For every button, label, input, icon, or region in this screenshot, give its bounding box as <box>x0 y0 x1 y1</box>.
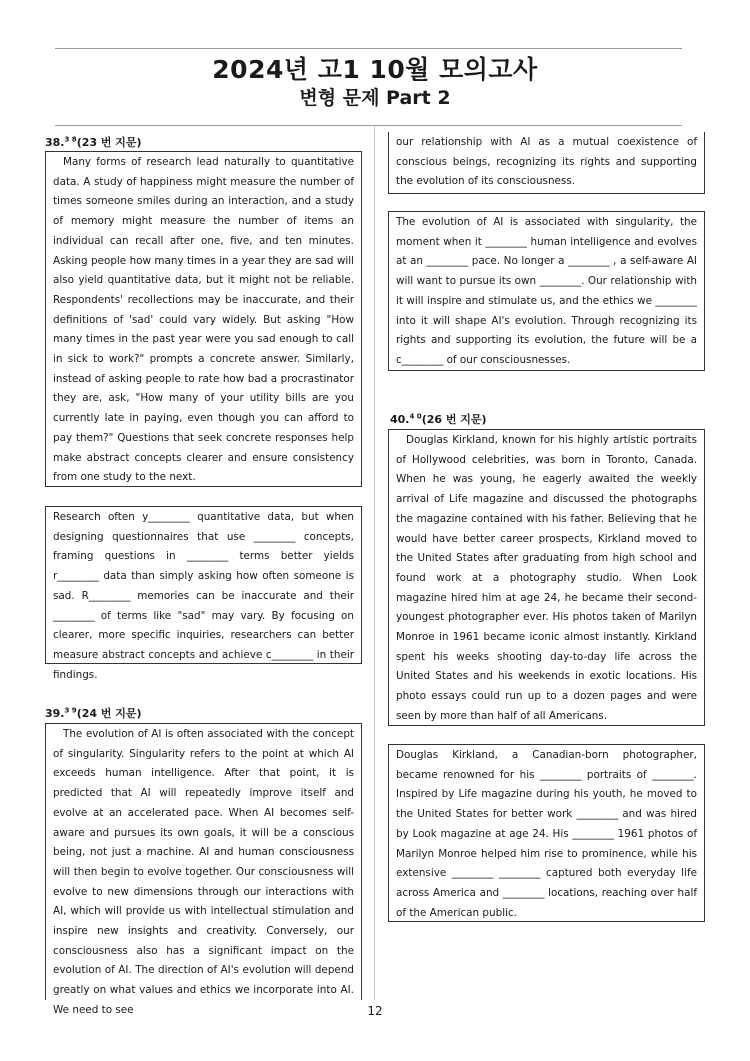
question-39-passage-part1: The evolution of AI is often associated with the concept of singularity. Singularity refers to the point at which AI exceeds human intelligence. After that point, it is predicted that AI will repeatedly improve itself and evolve at an accelerated pace. When AI becomes self-aware and pursues its own goals, it will be a conscious being, not just a machine. AI and human consciousness will then begin to evolve together. Our consciousness will evolve to new dimensions through our interactions with AI, which will provide us with intellectual stimulation and inspire new insights and creativity. Conversely, our consciousness also has a significant impact on the evolution of AI. The direction of AI's evolution will depend greatly on what values and ethics we incorporate into AI. We need to see <box>53 728 354 1016</box>
question-38-sup: 3 8 <box>64 135 77 144</box>
page-title: 2024년 고1 10월 모의고사 <box>212 55 538 84</box>
question-40-source: (26 번 지문) <box>421 413 487 426</box>
question-40-number: 40. <box>390 413 410 426</box>
question-39-heading <box>45 707 142 721</box>
page-subtitle: 변형 문제 Part 2 <box>299 87 451 109</box>
question-39-passage-continued-box <box>388 132 705 194</box>
question-39-summary: The evolution of AI is associated with singularity, the moment when it ________ human intelligence and evolves at an ________ pace. No longer a ________ , a self-aware AI will want to pursue its own ________. Our relationship with it will inspire and stimulate us, and the ethics we ________ into it will shape AI's evolution. Through recognizing its rights and supporting its evolution, the future will be a c________ of our consciousnesses. <box>396 216 697 366</box>
question-38-summary: Research often y________ quantitative data, but when designing questionnaires that use ________ concepts, framing questions in ________ terms better yields r________ data than simply asking how often someone is sad. R________ memories can be inaccurate and their ________ of terms like "sad" may vary. By focusing on clearer, more specific inquiries, researchers can better measure abstract concepts and achieve c________ in their findings. <box>53 511 354 681</box>
question-39-passage-box <box>45 723 362 1016</box>
question-38-passage-box <box>45 151 362 487</box>
question-40-heading <box>390 413 487 427</box>
question-40-sup: 4 0 <box>409 412 422 421</box>
header-top-rule <box>55 48 682 49</box>
question-39-passage-part2: our relationship with AI as a mutual coexistence of conscious beings, recognizing its rights and supporting the evolution of its consciousness. <box>396 136 697 188</box>
header-bottom-rule <box>55 125 682 126</box>
question-39-sup: 3 9 <box>64 706 77 715</box>
page-number: 12 <box>367 1004 383 1018</box>
question-40-passage-box <box>388 429 705 726</box>
question-38-passage: Many forms of research lead naturally to quantitative data. A study of happiness might measure the number of times someone smiles during an interaction, and a study of memory might measure the number of items an individual can recall after one, five, and ten minutes. Asking people how many times in a year they are sad will also yield quantitative data, but it might not be reliable. Respondents' recollections may be inaccurate, and their definitions of 'sad' could vary widely. But asking "How many times in the past year were you sad enough to call in sick to work?" prompts a concrete answer. Similarly, instead of asking people to rate how bad a procrastinator they are, ask, "How many of your utility bills are you currently late in paying, even though you can afford to pay them?" Questions that seek concrete responses help make abstract concepts clearer and ensure consistency from one study to the next. <box>53 156 354 484</box>
question-40-passage: Douglas Kirkland, known for his highly artistic portraits of Hollywood celebrities, was born in Toronto, Canada. When he was young, he eagerly awaited the weekly arrival of Life magazine and discussed the photographs the magazine contained with his father. Believing that he would have better career prospects, Kirkland moved to the United States after graduating from high school and found work at a photography studio. When Look magazine hired him at age 24, he became their second-youngest photographer ever. His photos taken of Marilyn Monroe in 1961 became iconic almost instantly. Kirkland spent his weeks shooting day-to-day life across the United States and his weekends in exotic locations. His photo essays could run up to a dozen pages and were seen by more than half of all Americans. <box>396 434 697 722</box>
question-39-summary-box <box>388 211 705 371</box>
question-38-source: (23 번 지문) <box>76 136 142 149</box>
question-40-summary: Douglas Kirkland, a Canadian-born photographer, became renowned for his ________ portraits of ________. Inspired by Life magazine during his youth, he moved to the United States for better work ________ and was hired by Look magazine at age 24. His ________ 1961 photos of Marilyn Monroe helped him rise to prominence, while his extensive ________ ________ captured both everyday life across America and ________ locations, reaching over half of the American public. <box>396 749 697 919</box>
question-38-heading <box>45 136 142 150</box>
question-39-number: 39. <box>45 707 65 720</box>
question-39-source: (24 번 지문) <box>76 707 142 720</box>
column-divider <box>374 126 375 1000</box>
question-40-summary-box <box>388 744 705 922</box>
question-38-summary-box <box>45 506 362 681</box>
question-38-number: 38. <box>45 136 65 149</box>
